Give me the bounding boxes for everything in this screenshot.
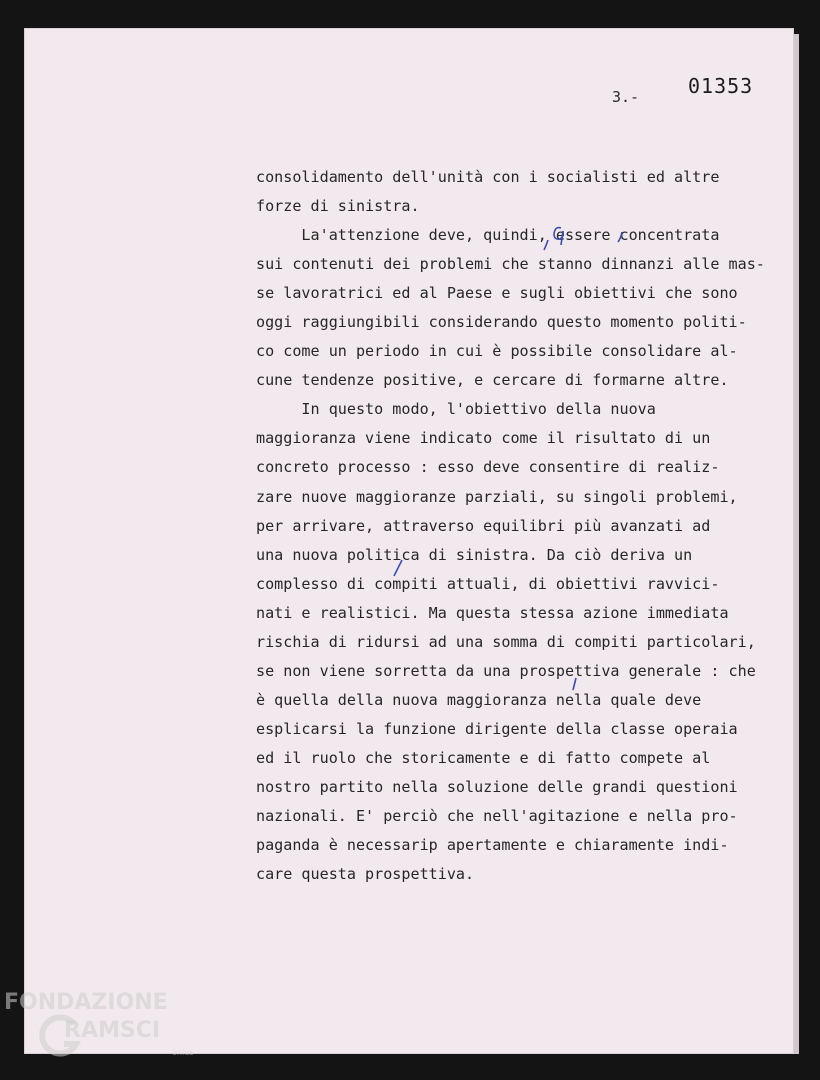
strike-mark: [394, 560, 402, 576]
page-number: 3.-: [612, 88, 640, 106]
text-line: è quella della nuova maggioranza nella quale deve: [256, 690, 702, 709]
text-line: ed il ruolo che storicamente e di fatto compete al: [256, 748, 711, 767]
text-line: una nuova politica di sinistra. Da ciò deriva un: [256, 545, 693, 564]
text-line: La'attenzione deve, quindi, essere concentrata: [256, 226, 720, 245]
text-line: se non viene sorretta da una prospettiva generale : che: [256, 661, 756, 680]
text-line: paganda è necessarip apertamente e chiaramente indi-: [256, 836, 729, 855]
text-line: cune tendenze positive, e cercare di formarne altre.: [256, 371, 729, 390]
text-line: concreto processo : esso deve consentire di realiz-: [256, 458, 720, 477]
text-line: consolidamento dell'unità con i socialisti ed altre: [256, 168, 720, 186]
watermark-suffix: onlus: [172, 1048, 194, 1057]
fondazione-gramsci-watermark: [4, 990, 204, 1070]
watermark-subtitle: RAMSCI: [64, 1018, 161, 1043]
text-line: sui contenuti dei problemi che stanno dinnanzi alle mas-: [256, 255, 765, 274]
text-line: maggioranza viene indicato come il risultato di un: [256, 429, 711, 448]
text-line: In questo modo, l'obiettivo della nuova: [256, 400, 656, 419]
text-line: zare nuove maggioranze parziali, su singoli problemi,: [256, 487, 738, 506]
text-line: per arrivare, attraverso equilibri più avanzati ad: [256, 516, 711, 535]
text-line: se lavoratrici ed al Paese e sugli obiettivi che sono: [256, 284, 738, 303]
watermark-title: FONDAZIONE: [4, 990, 168, 1015]
text-line: co come un periodo in cui è possibile consolidare al-: [256, 342, 738, 361]
text-line: esplicarsi la funzione dirigente della classe operaia: [256, 719, 738, 738]
text-line: nazionali. E' perciò che nell'agitazione e nella pro-: [256, 807, 738, 826]
text-line: complesso di compiti attuali, di obiettivi ravvici-: [256, 574, 720, 593]
text-line: nati e realistici. Ma questa stessa azione immediata: [256, 603, 729, 622]
archive-number: 01353: [688, 74, 754, 98]
comma-mark: [573, 678, 576, 690]
text-line: care questa prospettiva.: [256, 865, 475, 884]
comma-mark: [618, 232, 622, 242]
comma-mark: [544, 240, 548, 250]
text-line: forze di sinistra.: [256, 197, 420, 216]
text-line: nostro partito nella soluzione delle grandi questioni: [256, 777, 738, 796]
q-correction-mark: [554, 228, 563, 245]
text-line: rischia di ridursi ad una somma di compiti particolari,: [256, 632, 756, 651]
text-line: oggi raggiungibili considerando questo momento politi-: [256, 313, 747, 332]
